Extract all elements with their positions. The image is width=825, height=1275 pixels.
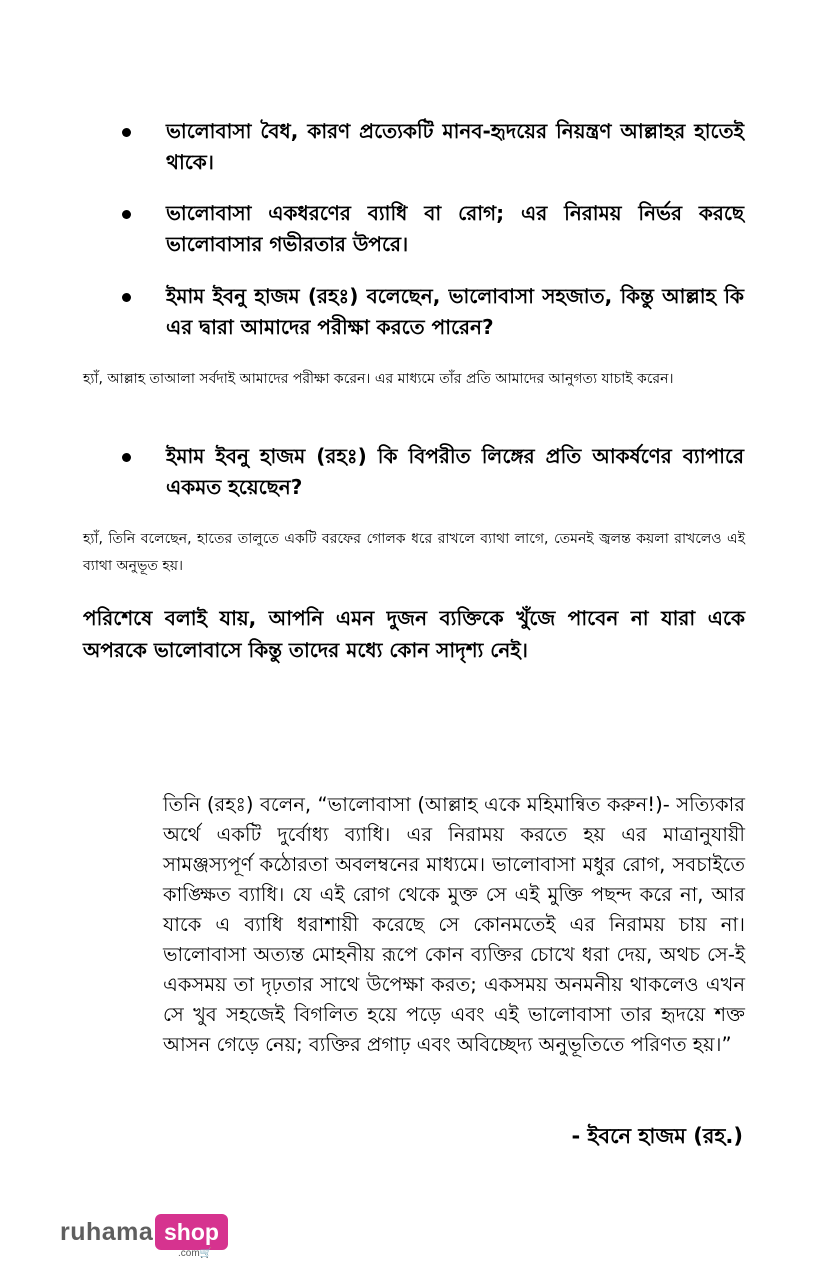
bullet-text: ইমাম ইবনু হাজম (রহঃ) বলেছেন, ভালোবাসা সহজাত, কিন্তু আল্লাহ কি এর দ্বারা আমাদের পরীক্ষা করতে পারেন? bbox=[166, 284, 744, 339]
logo-domain bbox=[178, 1248, 212, 1259]
answer-paragraph: হ্যাঁ, তিনি বলেছেন, হাতের তালুতে একটি বরফের গোলক ধরে রাখলে ব্যাথা লাগে, তেমনই জ্বলন্ত কয়লা রাখলেও এই ব্যাথা অনুভূত হয়। bbox=[83, 531, 745, 574]
quote-attribution: - ইবনে হাজম (রহ.) bbox=[571, 1124, 743, 1148]
answer-paragraph: হ্যাঁ, আল্লাহ তাআলা সর্বদাই আমাদের পরীক্ষা করেন। এর মাধ্যমে তাঁর প্রতি আমাদের আনুগত্য যাচাই করেন। bbox=[83, 371, 674, 387]
bullet-item bbox=[122, 441, 744, 503]
logo-domain-text: .com bbox=[178, 1248, 200, 1259]
bullet-dot-icon bbox=[122, 128, 131, 137]
quote-block: তিনি (রহঃ) বলেন, “ভালোবাসা (আল্লাহ একে মহিমান্বিত করুন!)- সত্যিকার অর্থে একটি দুর্বোধ্য ব্যাধি। এর নিরাময় করতে হয় এর মাত্রানুযায়ী সামঞ্জস্যপূর্ণ কঠোরতা অবলম্বনের মাধ্যমে। ভালোবাসা মধুর রোগ, সবচাইতে কাঙ্ক্ষিত ব্যাধি। যে এই রোগ থেকে মুক্ত সে এই মুক্তি পছন্দ করে না, আর যাকে এ ব্যাধি ধরাশায়ী করেছে সে কোনমতেই এর নিরাময় চায় না। ভালোবাসা অত্যন্ত মোহনীয় রূপে কোন ব্যক্তির চোখে ধরা দেয়, অথচ সে-ই একসময় তা দৃঢ়তার সাথে উপেক্ষা করত; একসময় অনমনীয় থাকলেও এখন সে খুব সহজেই বিগলিত হয়ে পড়ে এবং এই ভালোবাসা তার হৃদয়ে শক্ত আসন গেড়ে নেয়; ব্যক্তির প্রগাঢ় এবং অবিচ্ছেদ্য অনুভূতিতে পরিণত হয়।” bbox=[163, 793, 745, 1056]
logo-text-ruhama: ruhama bbox=[60, 1218, 154, 1246]
bullet-dot-icon bbox=[122, 210, 131, 219]
conclusion-paragraph: পরিশেষে বলাই যায়, আপনি এমন দুজন ব্যক্তিকে খুঁজে পাবেন না যারা একে অপরকে ভালোবাসে কিন্তু তাদের মধ্যে কোন সাদৃশ্য নেই। bbox=[83, 606, 745, 662]
bullet-item bbox=[122, 281, 744, 343]
logo-text-shop: shop bbox=[155, 1214, 228, 1250]
bullet-dot-icon bbox=[122, 453, 131, 462]
bullet-text: ভালোবাসা একধরণের ব্যাধি বা রোগ; এর নিরাময় নির্ভর করছে ভালোবাসার গভীরতার উপরে। bbox=[166, 201, 744, 256]
bullet-dot-icon bbox=[122, 293, 131, 302]
ruhamashop-logo bbox=[60, 1212, 240, 1258]
shopping-cart-icon: 🛒 bbox=[199, 1248, 213, 1259]
bullet-text: ভালোবাসা বৈধ, কারণ প্রত্যেকটি মানব-হৃদয়ের নিয়ন্ত্রণ আল্লাহর হাতেই থাকে। bbox=[166, 119, 744, 174]
bullet-text: ইমাম ইবনু হাজম (রহঃ) কি বিপরীত লিঙ্গের প্রতি আকর্ষণের ব্যাপারে একমত হয়েছেন? bbox=[166, 444, 744, 499]
bullet-item bbox=[122, 116, 744, 178]
bullet-item bbox=[122, 198, 744, 260]
